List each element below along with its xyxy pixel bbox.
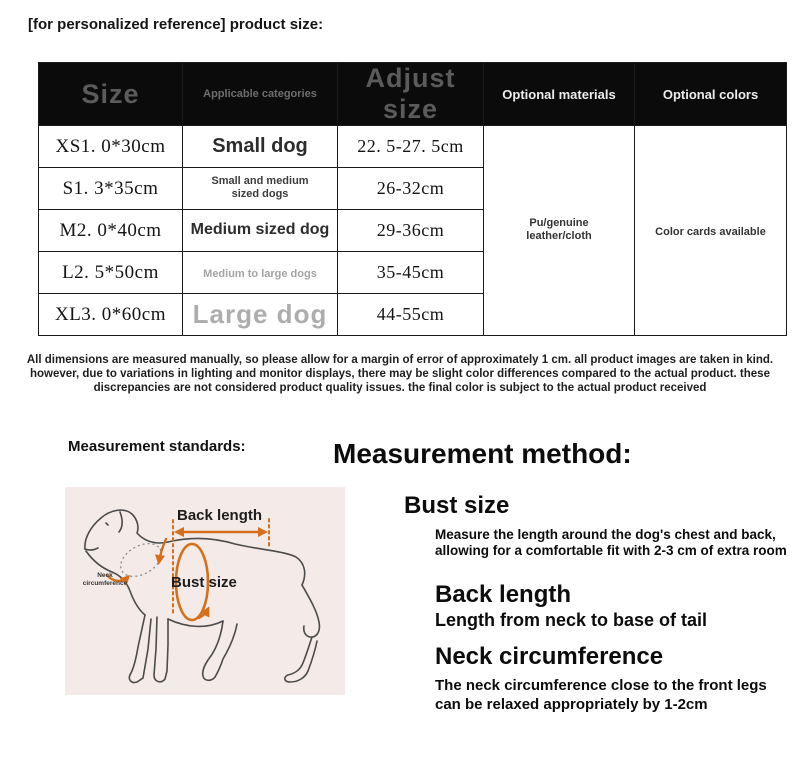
table-header-row (39, 63, 787, 126)
disclaimer-text: All dimensions are measured manually, so please allow for a margin of error of approximately 1 cm. all product images are taken in kind. however, due to variations in lighting and monitor displays, there may be slight color differences compared to the actual product. these discrepancies are not considered product quality issues. the final color is subject to the actual product received (26, 354, 774, 394)
adjust-cell: 22. 5-27. 5cm (338, 126, 484, 168)
col-header-categories: Applicable categories (183, 63, 338, 126)
measurement-standards-heading: Measurement standards: (68, 438, 246, 455)
category-cell: Medium to large dogs (183, 252, 338, 294)
measurement-method-heading: Measurement method: (333, 438, 632, 469)
back-length-section-text: Length from neck to base of tail (435, 609, 708, 630)
measurement-method-sections (404, 492, 796, 714)
adjust-cell: 35-45cm (338, 252, 484, 294)
adjust-cell: 26-32cm (338, 168, 484, 210)
measurement-annotations (107, 519, 269, 620)
size-cell: S1. 3*35cm (39, 168, 183, 210)
category-cell: Medium sized dog (183, 210, 338, 252)
dog-measurement-diagram (65, 487, 345, 695)
bust-size-section-title: Bust size (404, 492, 510, 519)
col-header-colors: Optional colors (635, 63, 787, 126)
table-row (39, 126, 787, 168)
category-cell: Small and medium sized dogs (183, 168, 338, 210)
size-cell: XS1. 0*30cm (39, 126, 183, 168)
col-header-materials: Optional materials (484, 63, 635, 126)
page-title: [for personalized reference] product size: (28, 16, 324, 33)
back-length-section-title: Back length (435, 580, 572, 608)
size-cell: M2. 0*40cm (39, 210, 183, 252)
neck-circumference-section-text: The neck circumference close to the front legs can be relaxed appropriately by 1-2cm (435, 676, 767, 713)
size-cell: L2. 5*50cm (39, 252, 183, 294)
size-table (38, 62, 787, 336)
colors-cell: Color cards available (635, 126, 787, 336)
neck-circumference-section-title: Neck circumference (435, 642, 664, 670)
bust-size-label: Bust size (171, 574, 237, 591)
neck-circumference-label: Neck circumference (82, 572, 128, 588)
category-cell: Small dog (183, 126, 338, 168)
col-header-adjust: Adjust size (338, 63, 484, 126)
size-cell: XL3. 0*60cm (39, 294, 183, 336)
materials-cell: Pu/genuine leather/cloth (484, 126, 635, 336)
adjust-cell: 44-55cm (338, 294, 484, 336)
bust-size-section-text: Measure the length around the dog's chest and back, allowing for a comfortable fit with 2-3 cm of extra room (435, 527, 787, 558)
col-header-size: Size (39, 63, 183, 126)
dog-outline (85, 510, 320, 682)
back-length-label: Back length (177, 507, 263, 524)
adjust-cell: 29-36cm (338, 210, 484, 252)
category-cell: Large dog (183, 294, 338, 336)
